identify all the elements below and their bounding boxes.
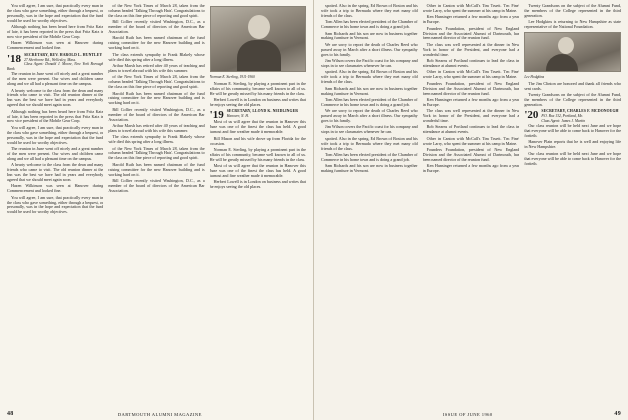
paragraph: Bob Stearns of Portland continues to lead the class in attendance at alumni events.	[422, 58, 520, 68]
paragraph: Other in Canton with McCall's Tim Truett. 'I'm Fine' wrote Larry, who spent the summer at his camp in Maine.	[422, 69, 520, 80]
page-footer	[7, 411, 306, 417]
paragraph: Hanover Plain reports that he is well and enjoying life in New Hampshire.	[524, 139, 622, 150]
paragraph: Arthur Marsh has retired after 40 years of teaching and plans to travel abroad with his wife this summer.	[108, 122, 205, 133]
paragraph: spotted. Also in the spring, Ed Brown of Boston and his wife took a trip to Bermuda where they met many old friends of the class.	[321, 135, 418, 151]
paragraph: of the New York Times of March 28, taken from the column headed 'Talking Through Hats'. Congratulations to the class on this fine piece of reporting and good spirit.	[108, 4, 205, 18]
portrait-head-shape	[558, 37, 574, 54]
footer-title: ISSUE OF JUNE 1960	[442, 411, 493, 417]
portrait-body-shape	[546, 54, 578, 72]
paragraph: Sam Richards and his son are now in business together making furniture in Vermont.	[321, 163, 418, 174]
page-footer	[321, 411, 621, 417]
paragraph: Most of us will agree that the reunion in Hanover this June was one of the finest the class has held. A good turnout and fine weather made it memorable.	[209, 119, 306, 135]
paragraph: Other in Canton with McCall's Tim Truett. 'I'm Fine' wrote Larry, who spent the summer at his camp in Maine.	[422, 135, 520, 146]
paragraph: Although nothing has been heard here from Fritz Katz of late, it has been reported in the press that Fritz Katz is now vice president of the Mobile Gear Corp.	[7, 108, 104, 124]
paragraph: Norman E. Sterling, by playing a prominent part in the affairs of his community, became well known to all of us. He will be greatly missed by his many friends in the class.	[209, 146, 306, 162]
paragraph: Bob Stearns of Portland continues to lead the class in attendance at alumni events.	[422, 124, 520, 135]
paragraph: Founders Foundation, president of New England Division and the Associated Alumni of Dartmouth, has been named director of the reunion fund.	[422, 25, 520, 41]
paragraph: Most of us will agree that the reunion in Hanover this June was one of the finest the class has held. A good turnout and fine weather made it memorable.	[209, 163, 306, 178]
secretary-address: 27 Sherborne Rd., Wellesley, Mass.	[24, 57, 76, 62]
paragraph: You will agree, I am sure, that practically every man in the class who gave something, either through a bequest, or personally, was in the hope and expectation that the fund would be used for worthy objectives.	[7, 194, 104, 215]
paragraph: Bill Mason and his wife drove up from Florida for the occasion.	[209, 135, 306, 146]
paragraph: of the New York Times of March 28, taken from the column headed 'Talking Through Hats'. Congratulations to the class on this fine piece of reporting and good spirit.	[108, 74, 205, 90]
paragraph: Ken Hunsinger returned a few months ago from a year in Europe.	[422, 14, 520, 25]
paragraph: Bill Collier recently visited Washington, D.C., as a member of the board of directors of the American Bar Association.	[108, 19, 205, 35]
left-column-1	[7, 4, 103, 402]
paragraph: Hazen Wilkinson was seen at Hanover during Commencement and looked fine.	[7, 40, 104, 51]
secretary-address: P.O. Box 132, Portland, Me.	[541, 114, 584, 119]
paragraph: Ken Hunsinger returned a few months ago from a year in Europe.	[422, 96, 520, 107]
class-agent: Class Agent: Donald J. Moore, New York Borough Bank	[7, 62, 104, 72]
paragraph: Tom Allen has been elected president of the Chamber of Commerce in his home town and is doing a grand job.	[321, 151, 418, 162]
paragraph: The Jim Clinton are honored and thank all friends who sent cards.	[524, 80, 622, 91]
portrait-photo	[524, 32, 621, 72]
paragraph: Harold Ruth has been named chairman of the fund raising committee for the new Hanover building and is working hard on it.	[108, 35, 205, 51]
paragraph: Bill Collier recently visited Washington, D.C., as a member of the board of directors of the American Bar Association.	[108, 106, 205, 122]
paragraph: Our class reunion will be held next June and we hope that everyone will be able to come back to Hanover for the fortieth.	[524, 123, 622, 138]
paragraph: Harold Ruth has been named chairman of the fund raising committee for the new Hanover building and is working hard on it.	[108, 90, 205, 106]
paragraph: You will agree, I am sure, that practically every man in the class who gave something, either through a bequest, or personally, was in the hope and expectation that the fund would be used for worthy objectives.	[7, 4, 104, 23]
photo-caption: Lee Hodgkins	[524, 75, 545, 80]
class-section-header	[7, 53, 103, 73]
class-year: '19	[209, 109, 224, 122]
portrait-head-shape	[248, 15, 270, 39]
paragraph: Jim Wilson covers the Pacific coast for his company and stops in to see classmates whenever he can.	[321, 58, 418, 68]
paragraph: spotted. Also in the spring, Ed Brown of Boston and his wife took a trip to Bermuda where they met many old friends of the class.	[321, 69, 418, 85]
class-year: '20	[524, 109, 539, 122]
left-page-columns	[7, 4, 306, 402]
paragraph: Sam Richards and his son are now in business together making furniture in Vermont.	[321, 30, 418, 41]
paragraph: Our class reunion will be held next June and we hope that everyone will be able to come back to Hanover for the fortieth.	[524, 150, 622, 166]
paragraph: Twenty Grandsons on the subject of the Alumni Fund, the members of the College represented in the third generation.	[524, 4, 622, 18]
right-page	[314, 0, 628, 420]
page-number: 49	[614, 411, 621, 417]
paragraph: Although nothing has been heard here from Fritz Katz of late, it has been reported in the press that Fritz Katz is now vice president of the Mobile Gear Corp.	[7, 24, 104, 39]
paragraph: The reunion in June went off nicely and a great number of the men were present. Our wives and children came along and we all had a pleasant time on the campus.	[7, 71, 104, 87]
paragraph: The class extends sympathy to Frank Blakely whose wife died this spring after a long illness.	[108, 51, 205, 62]
paragraph: The class was well represented at the dinner in New York in honor of the President, and everyone had a wonderful time.	[422, 41, 520, 57]
paragraph: A hearty welcome to the class from the dean and many friends who came to visit. The old reunion dinner at the Inn was the best we have had in years and everybody agreed that we should meet again soon.	[7, 162, 104, 182]
paragraph: The reunion in June went off nicely and a great number of the men were present. Our wives and children came along and we all had a pleasant time on the campus.	[7, 145, 104, 161]
left-column-2	[108, 4, 204, 402]
page-number: 48	[7, 411, 14, 417]
secretary-name: SECRETARY, REV. HAROLD L. HUNTLEY	[24, 52, 103, 57]
paragraph: A hearty welcome to the class from the dean and many friends who came to visit. The old reunion dinner at the Inn was the best we have had in years and everybody agreed that we should meet again soon.	[7, 87, 104, 108]
paragraph: You will agree, I am sure, that practically every man in the class who gave something, either through a bequest, or personally, was in the hope and expectation that the fund would be used for worthy objectives.	[7, 124, 104, 145]
paragraph: Founders Foundation, president of New England Division and the Associated Alumni of Dartmouth, has been named director of the reunion fund.	[422, 80, 520, 96]
paragraph: We are sorry to report the death of Charles Reed who passed away in March after a short illness. Our sympathy goes to his family.	[321, 108, 418, 124]
right-page-columns	[321, 4, 621, 402]
paragraph: Norman E. Sterling, by playing a prominent part in the affairs of his community, became well known to all of us. He will be greatly missed by his many friends in the class.	[209, 80, 306, 96]
class-section-header	[209, 109, 306, 122]
paragraph: Arthur Marsh has retired after 40 years of teaching and plans to travel abroad with his wife this summer.	[108, 62, 205, 73]
paragraph: Other in Canton with McCall's Tim Truett. 'I'm Fine' wrote Larry, who spent the summer at his camp in Maine.	[422, 4, 520, 13]
secretary-address: Hanover, N. H.	[226, 114, 249, 119]
paragraph: Twenty Grandsons on the subject of the Alumni Fund, the members of the College represented in the third generation.	[524, 92, 622, 108]
paragraph: Lee Hodgkins is returning to New Hampshire as state representative of the National Foundation.	[524, 19, 622, 30]
paragraph: Herbert Lowell is in London on business and writes that he enjoys seeing the old places.	[209, 179, 306, 190]
right-column-2	[423, 4, 520, 402]
paragraph: Jim Wilson covers the Pacific coast for his company and stops in to see classmates whenever he can.	[321, 124, 418, 135]
right-column-3	[524, 4, 621, 402]
paragraph: Harold Ruth has been named chairman of the fund raising committee for the new Hanover building and is working hard on it.	[108, 161, 205, 177]
paragraph: The class was well represented at the dinner in New York in honor of the President, and everyone had a wonderful time.	[422, 108, 520, 124]
paragraph: spotted. Also in the spring, Ed Brown of Boston and his wife took a trip to Bermuda where they met many old friends of the class.	[321, 4, 418, 18]
paragraph: Sam Richards and his son are now in business together making furniture in Vermont.	[321, 85, 418, 96]
right-column-1	[321, 4, 418, 402]
paragraph: Herbert Lowell is in London on business and writes that he enjoys seeing the old places.	[209, 97, 306, 108]
paragraph: of the New York Times of March 28, taken from the column headed 'Talking Through Hats'. Congratulations to the class on this fine piece of reporting and good spirit.	[108, 145, 205, 161]
portrait-body-shape	[237, 40, 281, 72]
paragraph: We are sorry to report the death of Charles Reed who passed away in March after a short illness. Our sympathy goes to his family.	[321, 41, 418, 57]
paragraph: Tom Allen has been elected president of the Chamber of Commerce in his home town and is doing a grand job.	[321, 96, 418, 107]
class-year: '18	[7, 52, 22, 65]
class-agent: Class Agent: James J. Martin	[541, 119, 586, 124]
paragraph: Tom Allen has been elected president of the Chamber of Commerce in his home town and is doing a grand job.	[321, 19, 418, 30]
paragraph: Ken Hunsinger returned a few months ago from a year in Europe.	[422, 163, 520, 174]
paragraph: The class extends sympathy to Frank Blakely whose wife died this spring after a long illness.	[108, 134, 205, 145]
portrait-photo	[210, 6, 306, 72]
paragraph: Hazen Wilkinson was seen at Hanover during Commencement and looked fine.	[7, 183, 104, 194]
paragraph: Bill Collier recently visited Washington, D.C., as a member of the board of directors of the American Bar Association.	[108, 178, 205, 193]
secretary-name: SECRETARY, CHARLES F. MCDONOUGH	[541, 109, 619, 114]
secretary-name: SECRETARY, LLOYD K. NEIDLINGER	[226, 109, 299, 114]
left-column-3	[210, 4, 306, 402]
photo-caption: Norman E. Sterling, 1911-1960	[209, 75, 255, 79]
footer-title: DARTMOUTH ALUMNI MAGAZINE	[117, 411, 202, 417]
paragraph: Founders Foundation, president of New England Division and the Associated Alumni of Dartmouth, has been named director of the reunion fund.	[422, 147, 520, 162]
class-section-header	[524, 109, 621, 124]
